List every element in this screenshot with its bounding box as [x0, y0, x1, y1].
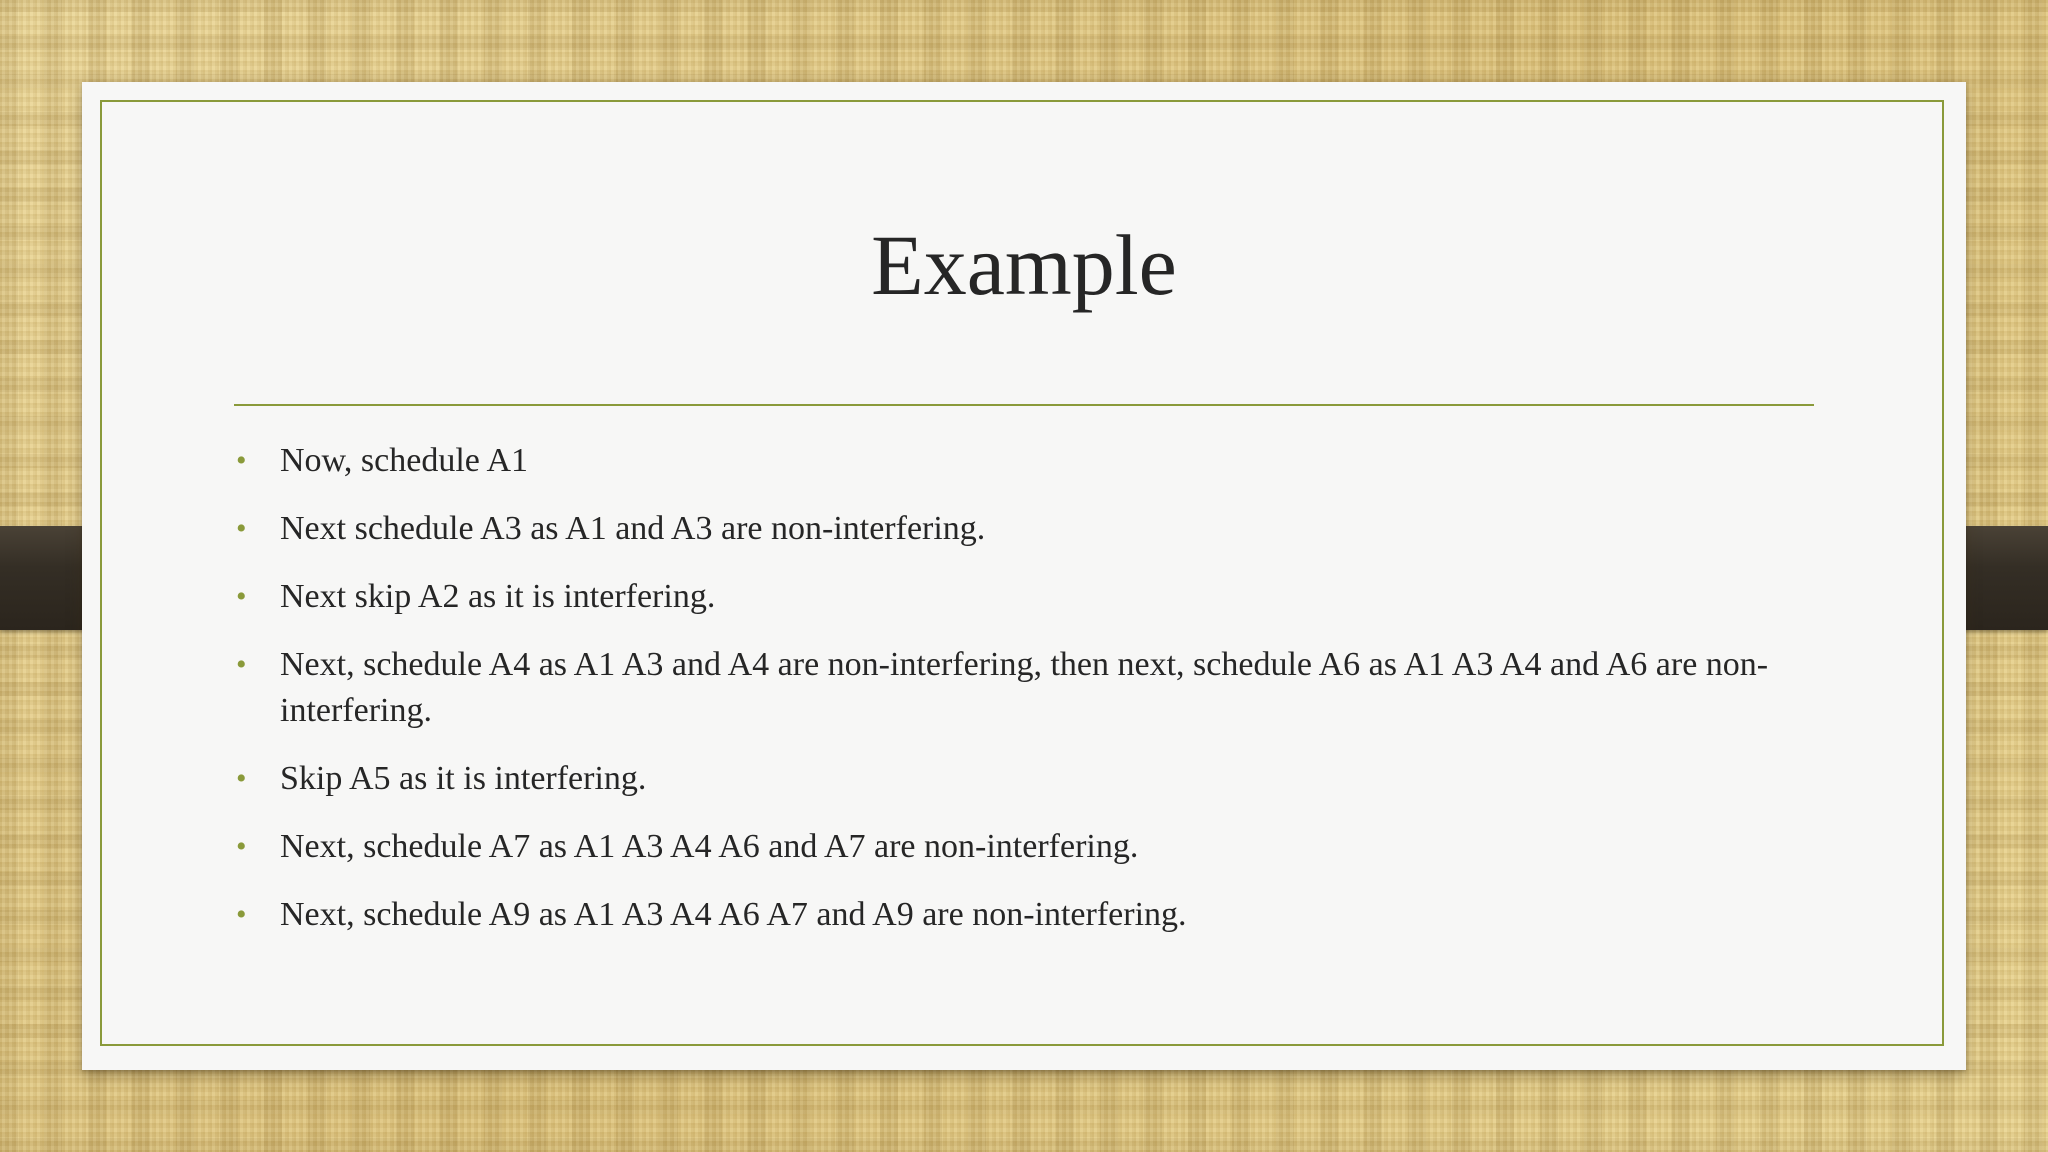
bullet-item [234, 824, 1824, 870]
slide-card [82, 82, 1966, 1070]
bullet-icon: • [236, 762, 247, 795]
bullet-item [234, 574, 1824, 620]
slide-title: Example [871, 217, 1177, 313]
bullet-icon: • [236, 512, 247, 545]
bullet-icon: • [236, 898, 247, 931]
bullet-text: Next schedule A3 as A1 and A3 are non-interfering. [280, 510, 986, 547]
bullet-item [234, 506, 1824, 552]
bullet-text: Next, schedule A9 as A1 A3 A4 A6 A7 and A9 are non-interfering. [280, 896, 1187, 933]
title-divider [234, 404, 1814, 406]
bullet-icon: • [236, 830, 247, 863]
bullet-icon: • [236, 580, 247, 613]
bullet-text: Skip A5 as it is interfering. [280, 760, 647, 797]
bullet-item [234, 756, 1824, 802]
bullet-item [234, 438, 1824, 484]
bullet-text: Next, schedule A7 as A1 A3 A4 A6 and A7 are non-interfering. [280, 828, 1139, 865]
bullet-icon: • [236, 648, 247, 681]
bullet-list [234, 438, 1824, 960]
bullet-text: Next, schedule A4 as A1 A3 and A4 are non-interfering, then next, schedule A6 as A1 A3 A4 and A6 are non-interfering. [280, 646, 1769, 729]
bullet-text: Now, schedule A1 [280, 442, 529, 479]
bullet-icon: • [236, 444, 247, 477]
bullet-item [234, 892, 1824, 938]
bullet-text: Next skip A2 as it is interfering. [280, 578, 716, 615]
bullet-item [234, 642, 1824, 734]
